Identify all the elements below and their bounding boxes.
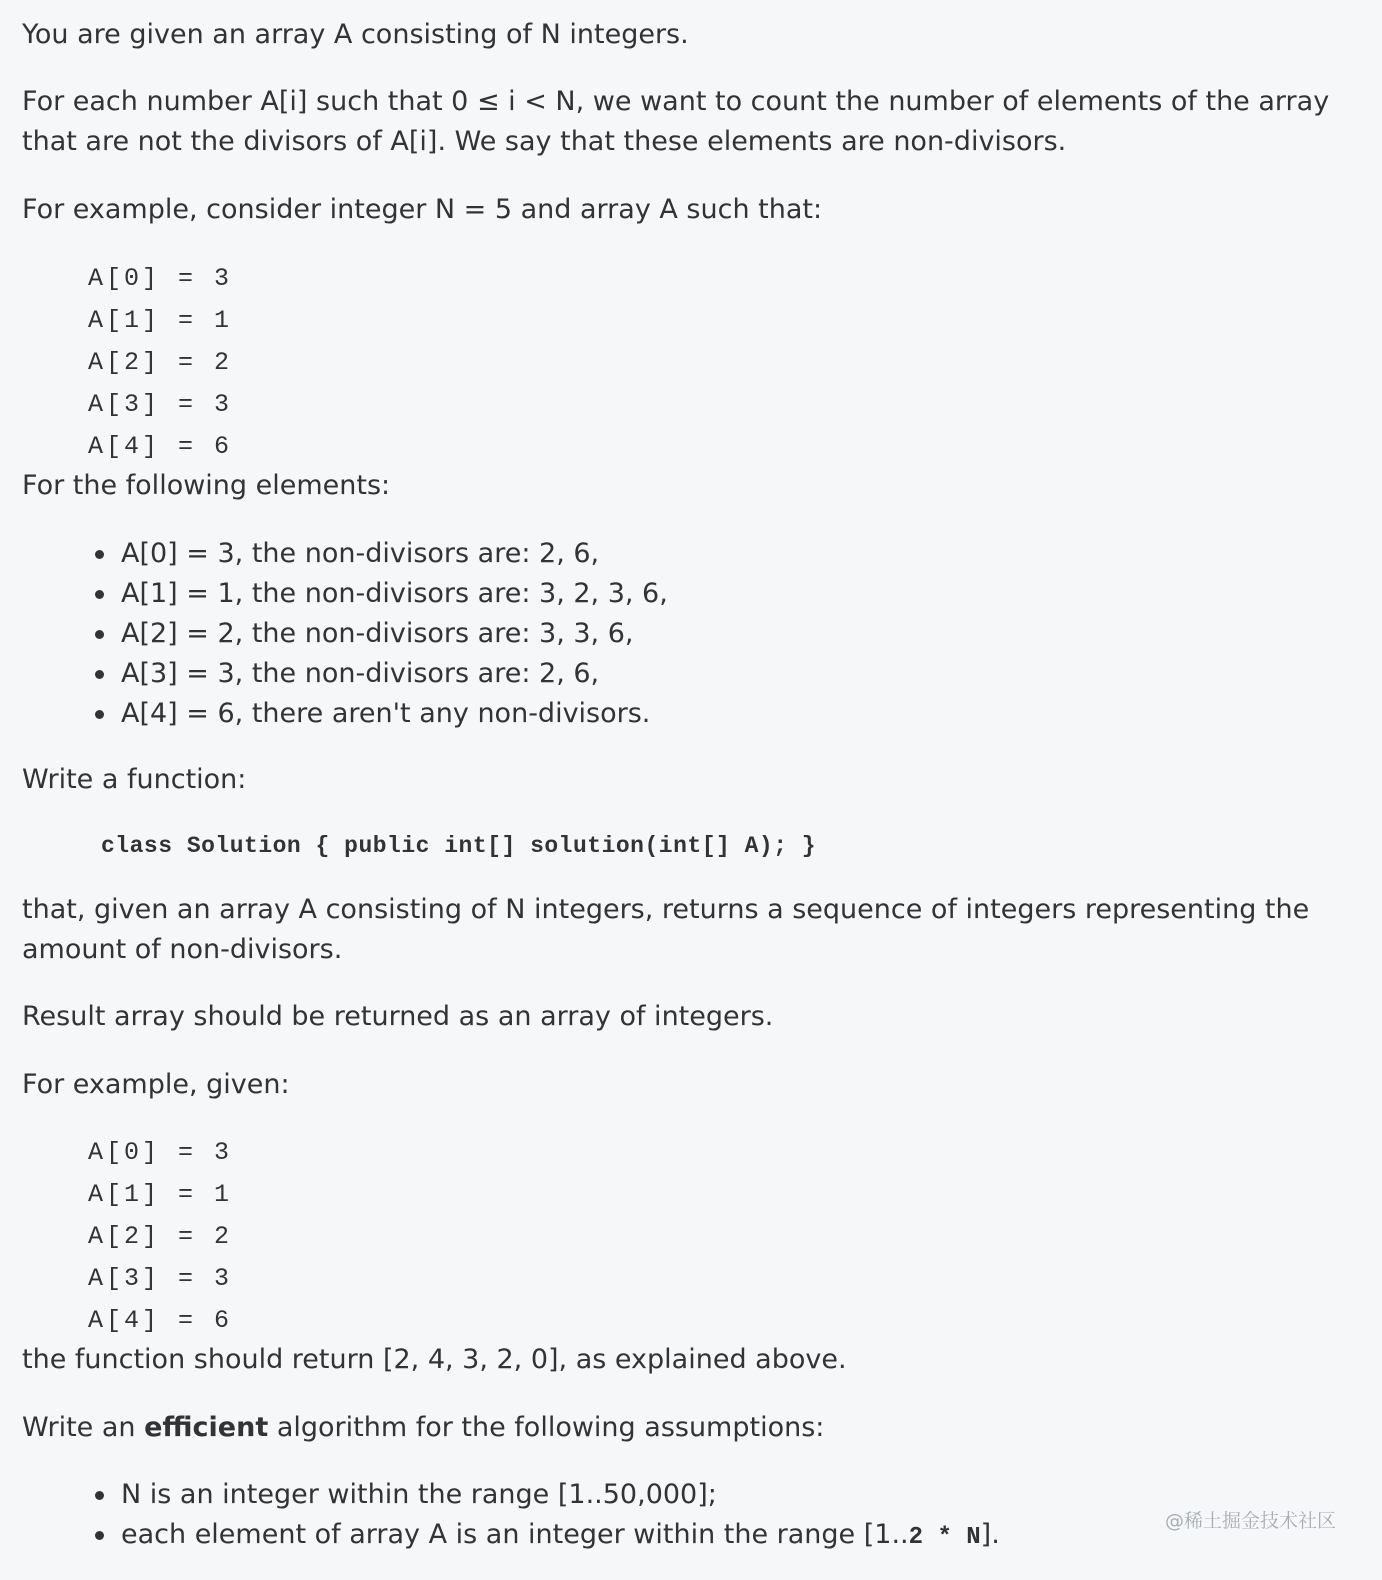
intro-paragraph: You are given an array A consisting of N integers. bbox=[22, 19, 689, 50]
array-line: A[1] = 1 bbox=[88, 306, 233, 335]
array-line: A[2] = 2 bbox=[88, 1222, 233, 1251]
given-array-block bbox=[88, 1132, 232, 1342]
bullet-icon bbox=[95, 1531, 104, 1540]
efficient-paragraph bbox=[22, 1408, 1362, 1448]
list-item-text: A[4] = 6, there aren't any non-divisors. bbox=[121, 698, 651, 729]
list-item bbox=[22, 534, 1362, 574]
list-item bbox=[22, 614, 1362, 654]
array-line: A[4] = 6 bbox=[88, 1306, 233, 1335]
array-line: A[2] = 2 bbox=[88, 348, 233, 377]
bullet-icon bbox=[95, 1491, 104, 1500]
result-paragraph: Result array should be returned as an array of integers. bbox=[22, 1001, 774, 1032]
efficient-post: algorithm for the following assumptions: bbox=[268, 1412, 825, 1443]
array-line: A[0] = 3 bbox=[88, 264, 233, 293]
function-signature: class Solution { public int[] solution(int[] A); } bbox=[101, 833, 817, 859]
example-array-block bbox=[88, 258, 232, 468]
array-line: A[4] = 6 bbox=[88, 432, 233, 461]
following-label: For the following elements: bbox=[22, 470, 391, 501]
list-item bbox=[22, 654, 1362, 694]
bullet-icon bbox=[95, 710, 104, 719]
example-intro: For example, consider integer N = 5 and array A such that: bbox=[22, 194, 823, 225]
list-item-text: A[1] = 1, the non-divisors are: 3, 2, 3, 6, bbox=[121, 578, 668, 609]
list-item bbox=[22, 1475, 1362, 1515]
assumption-text-pre: each element of array A is an integer within the range [1.. bbox=[121, 1519, 909, 1550]
bullet-icon bbox=[95, 630, 104, 639]
returns-paragraph: that, given an array A consisting of N integers, returns a sequence of integers representing the amount of non-divisors. bbox=[22, 894, 1310, 965]
bullet-icon bbox=[95, 550, 104, 559]
bullet-icon bbox=[95, 590, 104, 599]
should-return-paragraph: the function should return [2, 4, 3, 2, 0], as explained above. bbox=[22, 1344, 847, 1375]
efficient-pre: Write an bbox=[22, 1412, 145, 1443]
list-item bbox=[22, 574, 1362, 614]
array-line: A[0] = 3 bbox=[88, 1138, 233, 1167]
watermark-text: @稀土掘金技术社区 bbox=[1164, 1510, 1336, 1532]
list-item bbox=[22, 1515, 1362, 1558]
assumptions-list bbox=[22, 1475, 1362, 1558]
assumption-code: 2 * N bbox=[908, 1524, 981, 1551]
efficient-bold: efficient bbox=[144, 1412, 269, 1443]
nondivisor-list bbox=[22, 534, 1362, 734]
assumption-text-post: ]. bbox=[980, 1519, 1000, 1550]
list-item-text: A[2] = 2, the non-divisors are: 3, 3, 6, bbox=[121, 618, 634, 649]
assumption-text: N is an integer within the range [1..50,000]; bbox=[121, 1479, 717, 1510]
list-item-text: A[0] = 3, the non-divisors are: 2, 6, bbox=[121, 538, 600, 569]
array-line: A[1] = 1 bbox=[88, 1180, 233, 1209]
array-line: A[3] = 3 bbox=[88, 1264, 233, 1293]
bullet-icon bbox=[95, 670, 104, 679]
array-line: A[3] = 3 bbox=[88, 390, 233, 419]
given-label: For example, given: bbox=[22, 1069, 290, 1100]
count-paragraph: For each number A[i] such that 0 ≤ i < N, we want to count the number of elements of the array that are not the divisors of A[i]. We say that these elements are non-divisors. bbox=[22, 86, 1330, 157]
list-item-text: A[3] = 3, the non-divisors are: 2, 6, bbox=[121, 658, 600, 689]
list-item bbox=[22, 694, 1362, 734]
write-function-label: Write a function: bbox=[22, 764, 247, 795]
